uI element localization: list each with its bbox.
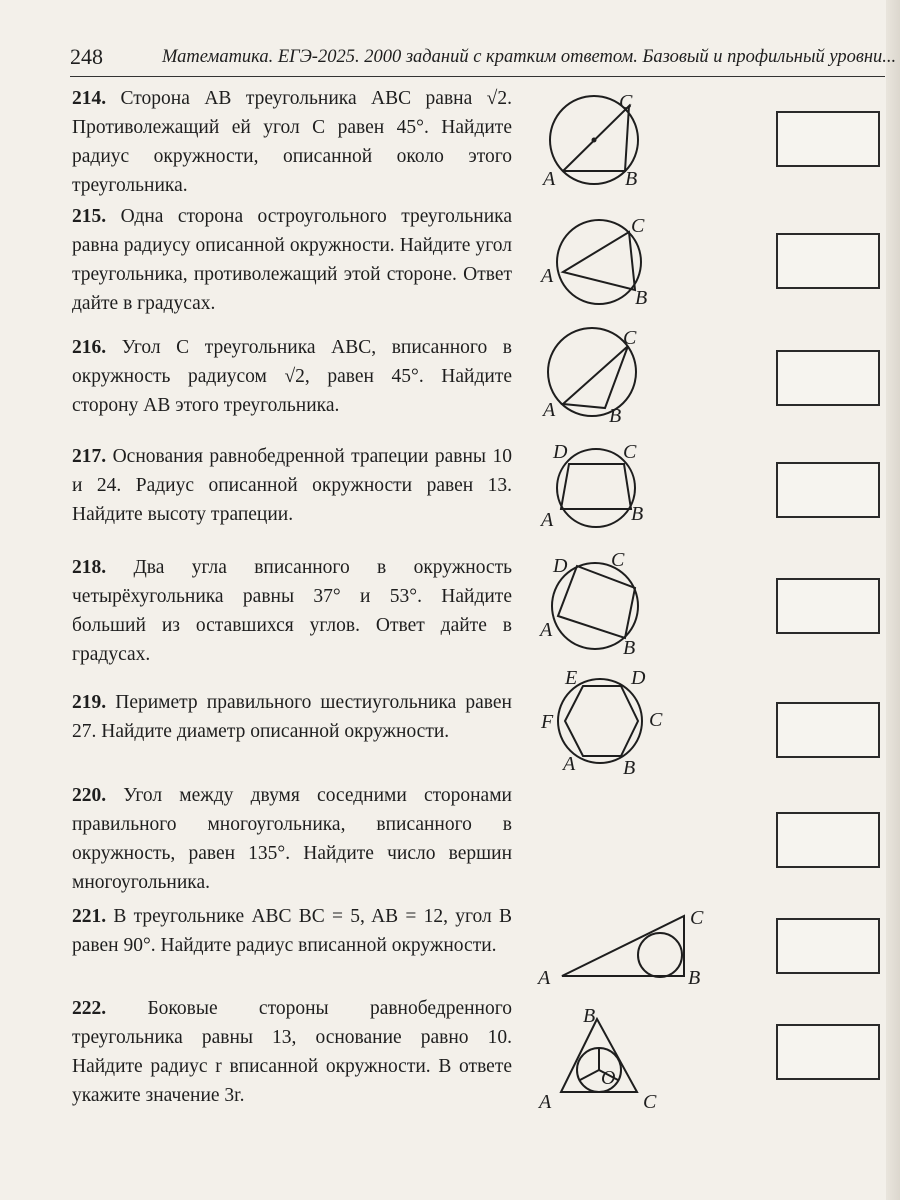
vertex-label: B	[625, 168, 638, 188]
problem-214	[72, 84, 512, 200]
vertex-label: B	[635, 287, 648, 309]
answer-box-214[interactable]	[776, 111, 880, 167]
vertex-label: B	[623, 757, 636, 776]
vertex-label: O	[601, 1067, 616, 1089]
vertex-label: A	[540, 619, 553, 641]
vertex-label: C	[623, 327, 637, 349]
figure-218	[535, 548, 685, 658]
vertex-label: A	[539, 1091, 552, 1113]
answer-box-221[interactable]	[776, 918, 880, 974]
running-title: Математика. ЕГЭ-2025. 2000 заданий с кратким ответом. Базовый и профильный уровни...	[162, 47, 897, 67]
problem-number: 214.	[72, 88, 107, 109]
vertex-label: B	[631, 503, 644, 525]
header-divider	[70, 76, 885, 77]
problem-217	[72, 442, 512, 529]
vertex-label: C	[631, 215, 645, 237]
figure-221	[530, 900, 710, 990]
problem-number: 221.	[72, 906, 107, 927]
problem-215	[72, 202, 512, 318]
vertex-label: D	[553, 441, 568, 463]
problem-text: Основания равнобедренной трапеции равны 10 и 24. Радиус описанной окружности равен 13. Найдите высоту трапеции.	[72, 446, 512, 525]
vertex-label: D	[553, 555, 568, 577]
page-number: 248	[70, 44, 103, 69]
problem-219	[72, 688, 512, 746]
vertex-label: B	[609, 405, 622, 422]
problem-number: 219.	[72, 692, 107, 713]
figure-222	[535, 1004, 685, 1114]
problem-number: 215.	[72, 206, 107, 227]
problem-number: 222.	[72, 998, 107, 1019]
answer-box-215[interactable]	[776, 233, 880, 289]
problem-216	[72, 333, 512, 420]
vertex-label: A	[543, 399, 556, 421]
vertex-label: B	[583, 1005, 596, 1027]
problem-number: 218.	[72, 557, 107, 578]
vertex-label: C	[611, 549, 625, 571]
problem-text: Периметр правильного шестиугольника равен 27. Найдите диаметр описанной окружности.	[72, 692, 512, 742]
vertex-label: A	[541, 509, 554, 531]
page-edge	[886, 0, 900, 1200]
vertex-label: F	[541, 711, 554, 733]
vertex-label: A	[543, 168, 556, 188]
problem-220	[72, 781, 512, 897]
problem-text: Угол между двумя соседними сторонами правильного многоугольника, вписанного в окружность, равен 135°. Найдите число вершин многоугольника.	[72, 785, 512, 893]
problem-218	[72, 553, 512, 669]
vertex-label: E	[565, 667, 578, 689]
problem-text: Два угла вписанного в окружность четырёхугольника равны 37° и 53°. Найдите больший из оставшихся углов. Ответ дайте в градусах.	[72, 557, 512, 665]
answer-box-220[interactable]	[776, 812, 880, 868]
answer-box-216[interactable]	[776, 350, 880, 406]
problem-number: 217.	[72, 446, 107, 467]
problem-221	[72, 902, 512, 960]
figure-214	[535, 88, 685, 188]
vertex-label: B	[623, 637, 636, 658]
figure-215	[535, 210, 685, 310]
problem-text: В треугольнике ABC BC = 5, AB = 12, угол B равен 90°. Найдите радиус вписанной окружности.	[72, 906, 513, 956]
vertex-label: D	[631, 667, 646, 689]
answer-box-217[interactable]	[776, 462, 880, 518]
vertex-label: C	[623, 441, 637, 463]
answer-box-222[interactable]	[776, 1024, 880, 1080]
vertex-label: A	[541, 265, 554, 287]
problem-number: 220.	[72, 785, 107, 806]
vertex-label: B	[688, 967, 701, 989]
vertex-label: A	[563, 753, 576, 775]
vertex-label: C	[690, 907, 704, 929]
vertex-label: C	[619, 91, 633, 113]
problem-text: Боковые стороны равнобедренного треугольника равны 13, основание равно 10. Найдите радиус r вписанной окружности. В ответе укажите значение 3r.	[72, 998, 513, 1106]
figure-217	[535, 438, 685, 538]
figure-216	[535, 322, 685, 422]
figure-219	[535, 666, 685, 776]
vertex-label: C	[643, 1091, 657, 1113]
problem-text: Угол C треугольника ABC, вписанного в окружность радиусом √2, равен 45°. Найдите сторону AB этого треугольника.	[72, 337, 513, 416]
answer-box-218[interactable]	[776, 578, 880, 634]
answer-box-219[interactable]	[776, 702, 880, 758]
problem-number: 216.	[72, 337, 107, 358]
problem-text: Одна сторона остроугольного треугольника равна радиусу описанной окружности. Найдите угол треугольника, противолежащий этой стороне. Ответ дайте в градусах.	[72, 206, 512, 314]
vertex-label: C	[649, 709, 663, 731]
problem-222	[72, 994, 512, 1110]
problem-text: Сторона AB треугольника ABC равна √2. Противолежащий ей угол C равен 45°. Найдите радиус окружности, описанной около этого треугольника.	[72, 88, 512, 196]
page-header	[70, 44, 897, 74]
vertex-label: A	[538, 967, 551, 989]
